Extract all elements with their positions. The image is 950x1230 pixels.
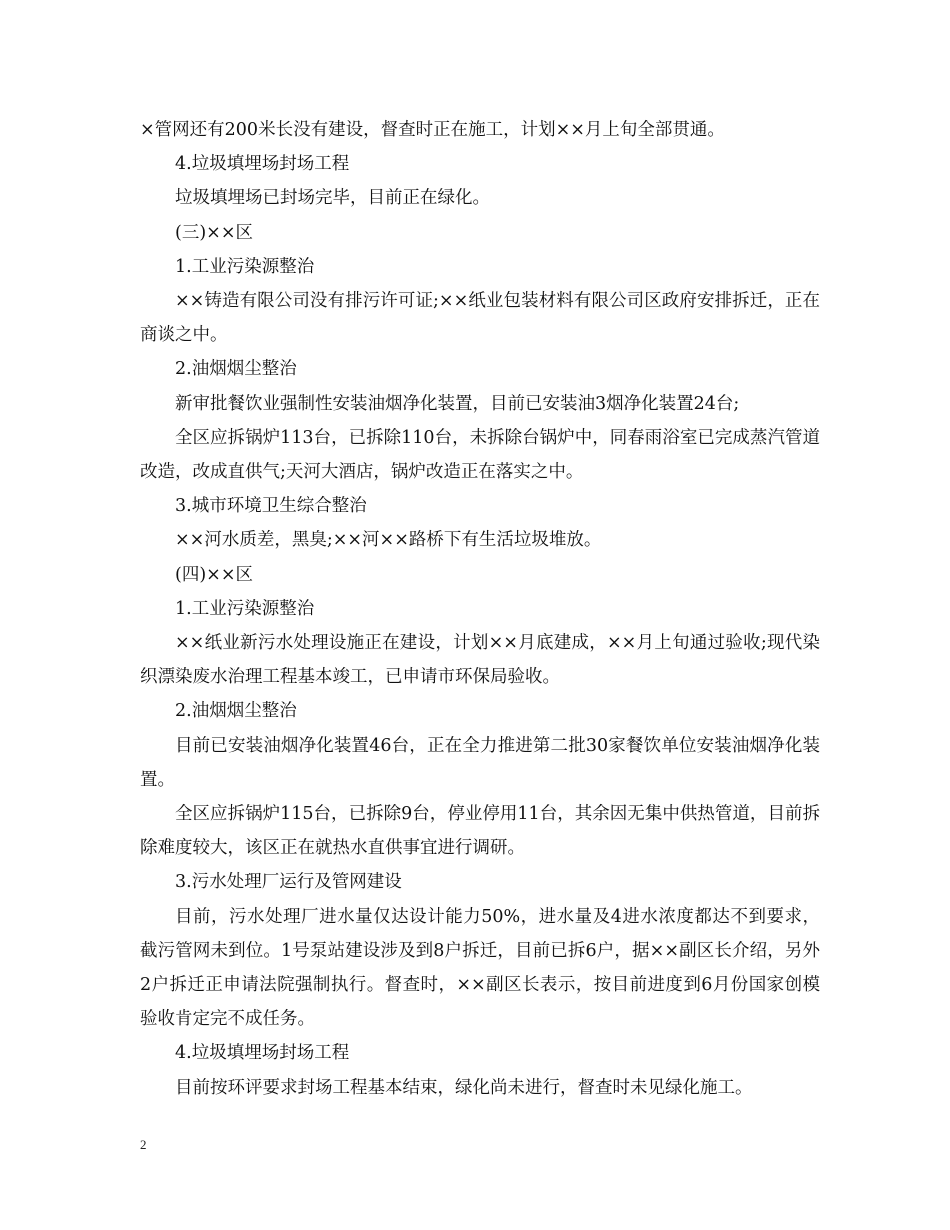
paragraph: 目前已安装油烟净化装置46台，正在全力推进第二批30家餐饮单位安装油烟净化装置。 — [140, 735, 820, 790]
paragraph: 目前按环评要求封场工程基本结束，绿化尚未进行，督查时未见绿化施工。 — [175, 1077, 753, 1098]
paragraph: ××铸造有限公司没有排污许可证;××纸业包装材料有限公司区政府安排拆迁，正在商谈之中。 — [140, 291, 820, 346]
paragraph: 全区应拆锅炉115台，已拆除9台，停业停用11台，其余因无集中供热管道，目前拆除难度较大，该区正在就热水直供事宜进行调研。 — [140, 804, 820, 859]
paragraph: 全区应拆锅炉113台，已拆除110台，未拆除台锅炉中，同春雨浴室已完成蒸汽管道改造，改成直供气;天河大酒店，锅炉改造正在落实之中。 — [140, 427, 820, 483]
section-heading: 4.垃圾填埋场封场工程 — [175, 154, 350, 175]
paragraph: 目前，污水处理厂进水量仅达设计能力50%，进水量及4进水浓度都达不到要求，截污管网未到位。1号泵站建设涉及到8户拆迁，目前已拆6户，据××副区长介绍，另外2户拆迁正申请法院强制执行。督查时，××副区长表示，按目前进度到6月份国家创模验收肯定完不成任务。 — [140, 906, 820, 1030]
section-heading: 4.垃圾填埋场封场工程 — [175, 1043, 350, 1064]
section-heading: 3.城市环境卫生综合整治 — [175, 496, 367, 517]
paragraph: 新审批餐饮业强制性安装油烟净化装置，目前已安装油3烟净化装置24台; — [175, 393, 740, 414]
section-heading: 3.污水处理厂运行及管网建设 — [175, 872, 402, 893]
paragraph: ××河水质差，黑臭;××河××路桥下有生活垃圾堆放。 — [175, 530, 602, 551]
paragraph: 垃圾填埋场已封场完毕，目前正在绿化。 — [175, 188, 490, 209]
section-heading: 2.油烟烟尘整治 — [175, 701, 297, 722]
section-heading: (三)××区 — [175, 222, 253, 243]
section-heading: 2.油烟烟尘整治 — [175, 359, 297, 380]
paragraph: ××纸业新污水处理设施正在建设，计划××月底建成，××月上旬通过验收;现代染织漂染废水治理工程基本竣工，已申请市环保局验收。 — [140, 633, 820, 688]
page-number: 2 — [140, 1137, 147, 1152]
paragraph: ×管网还有200米长没有建设，督查时正在施工，计划××月上旬全部贯通。 — [140, 120, 725, 140]
section-heading: 1.工业污染源整治 — [175, 256, 315, 277]
document-body — [140, 113, 820, 1105]
section-heading: 1.工业污染源整治 — [175, 598, 315, 619]
section-heading: (四)××区 — [175, 564, 253, 585]
